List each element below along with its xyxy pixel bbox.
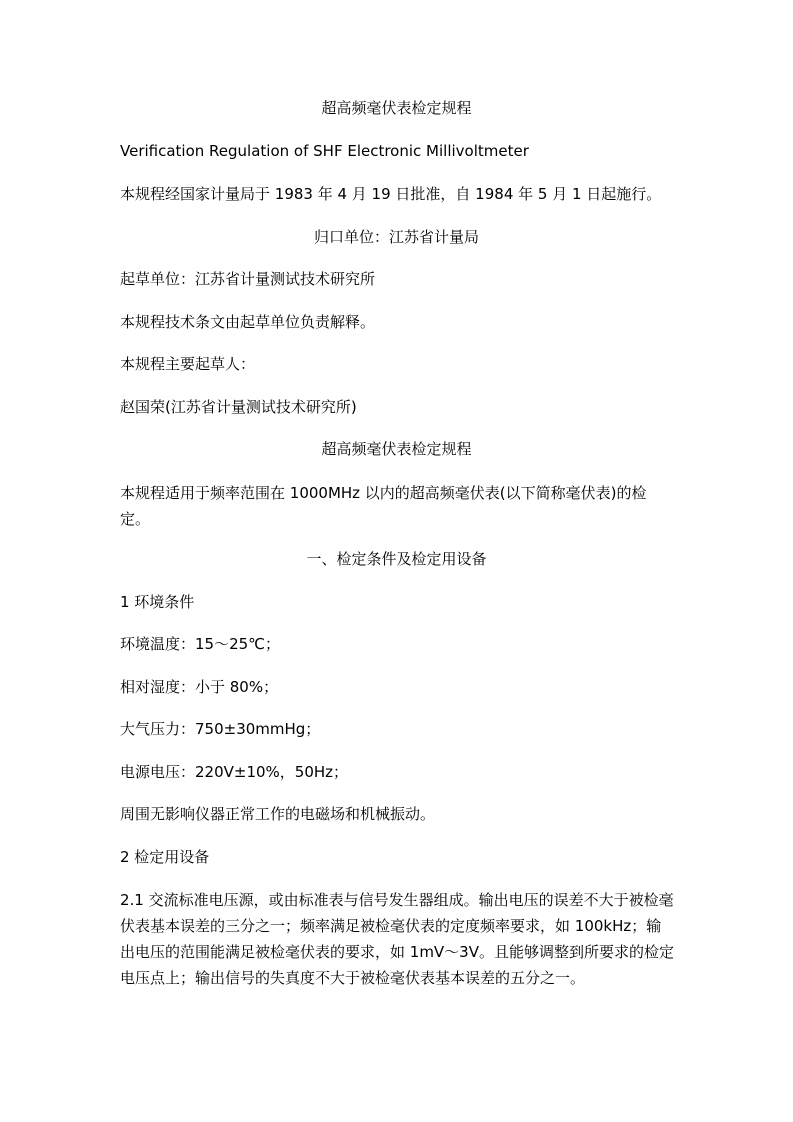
env-surroundings: 周围无影响仪器正常工作的电磁场和机械振动。 bbox=[120, 805, 436, 823]
body-title: 超高频毫伏表检定规程 bbox=[321, 440, 472, 458]
section-heading: 一、检定条件及检定用设备 bbox=[306, 550, 487, 568]
main-drafter-label: 本规程主要起草人： bbox=[120, 355, 256, 373]
item-1-heading: 1 环境条件 bbox=[120, 593, 195, 611]
responsible-unit: 归口单位：江苏省计量局 bbox=[313, 228, 479, 246]
main-drafter: 赵国荣(江苏省计量测试技术研究所) bbox=[120, 398, 357, 416]
document-title: 超高频毫伏表检定规程 bbox=[321, 99, 472, 117]
approval-statement: 本规程经国家计量局于 1983 年 4 月 19 日批准，自 1984 年 5 月 1 日起施行。 bbox=[120, 185, 662, 203]
drafting-unit: 起草单位：江苏省计量测试技术研究所 bbox=[120, 270, 376, 288]
item-2-heading: 2 检定用设备 bbox=[120, 848, 210, 866]
interpretation-note: 本规程技术条文由起草单位负责解释。 bbox=[120, 313, 376, 331]
env-humidity: 相对湿度：小于 80%； bbox=[120, 678, 279, 696]
item-2-1-paragraph: 2.1 交流标准电压源，或由标准表与信号发生器组成。输出电压的误差不大于被检毫伏表基本误差的三分之一；频率满足被检毫伏表的定度频率要求，如 100kHz；输出电压的范围能满足被检毫伏表的要求，如 1mV～3V。且能够调整到所要求的检定电压点上；输出信号的失真度不大于被检毫伏表基本误差的五分之一。 bbox=[120, 891, 674, 987]
env-temperature: 环境温度：15～25℃； bbox=[120, 635, 281, 653]
scope-paragraph: 本规程适用于频率范围在 1000MHz 以内的超高频毫伏表(以下简称毫伏表)的检定。 bbox=[120, 484, 647, 528]
env-pressure: 大气压力：750±30mmHg； bbox=[120, 720, 321, 738]
english-title: Verification Regulation of SHF Electronic Millivoltmeter bbox=[120, 142, 529, 160]
env-power: 电源电压：220V±10%，50Hz； bbox=[120, 763, 349, 781]
